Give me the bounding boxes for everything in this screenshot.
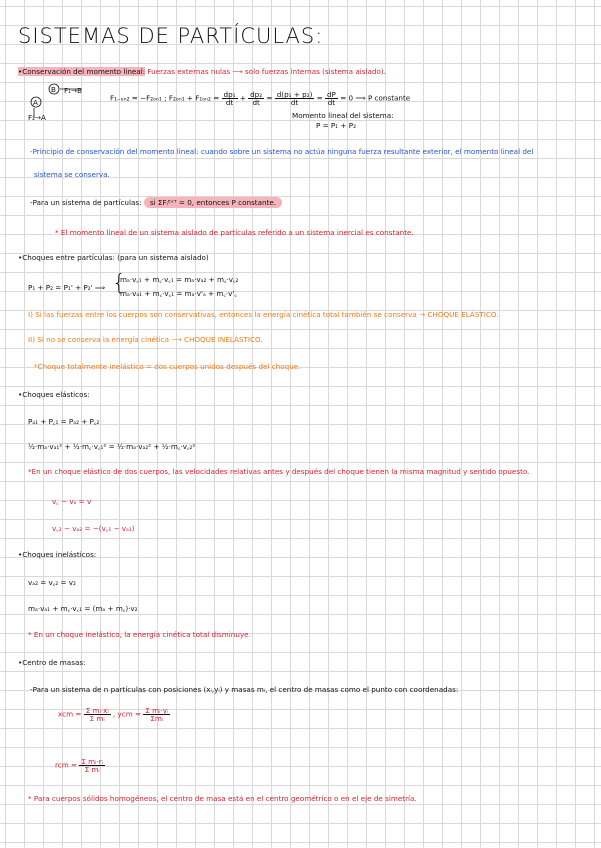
particles-condition bbox=[30, 198, 282, 207]
xcm-formula bbox=[58, 707, 170, 722]
momentum-label: Momento lineal del sistema: bbox=[292, 111, 394, 120]
label-b: B bbox=[51, 85, 56, 94]
momentum-eq: P = P₁ + P₂ bbox=[316, 121, 356, 130]
case-ii: II) Si no se conserva la energía cinética ⟶ CHOQUE INELÁSTICO. bbox=[28, 335, 263, 344]
center-mass-heading: •Centro de masas: bbox=[18, 658, 86, 667]
principle-text-2: sistema se conserva. bbox=[34, 170, 110, 179]
brace-icon: { bbox=[112, 271, 126, 296]
page-title: SISTEMAS DE PARTÍCULAS: bbox=[18, 24, 324, 48]
collisions-heading: •Choques entre partículas: (para un sistema aislado) bbox=[18, 253, 209, 262]
case-i: I) Si las fuerzas entre los cuerpos son conservativas, entonces la energía cinética total también se conserva → CHOQUE ELÁSTICO. bbox=[28, 310, 499, 319]
frac-num: dp₁ bbox=[223, 90, 236, 99]
inelastic-energy-note: * En un choque inelástico, la energía cinética total disminuye. bbox=[28, 630, 251, 639]
isolated-note: * El momento lineal de un sistema aislado de partículas referido a un sistema inercial es constante. bbox=[55, 228, 414, 237]
force-b-on-a: F₂→A bbox=[28, 113, 46, 122]
conservation-heading: •Conservación del momento lineal: bbox=[18, 67, 146, 76]
inelastic-eq-1: vₐ₂ = v꜀₂ = v₂ bbox=[28, 578, 76, 587]
inelastic-heading: •Choques inelásticos: bbox=[18, 550, 97, 559]
ycm-den: Σmᵢ bbox=[150, 714, 164, 724]
rcm-den: Σ mᵢ bbox=[84, 765, 100, 775]
conservation-line bbox=[18, 67, 386, 76]
xcm-den: Σ mᵢ bbox=[89, 714, 105, 724]
elastic-note: *En un choque elástico de dos cuerpos, las velocidades relativas antes y después del choque tienen la misma magnitud y sentido opuesto. bbox=[28, 467, 530, 476]
collisions-eq-bottom: mₐ·vₐ₁ + m꜀·v꜀₁ = mₐ·v'ₐ + m꜀·v'꜀ bbox=[120, 289, 237, 298]
force-a-on-b: F₁→B bbox=[64, 86, 82, 95]
rcm-num: Σ mᵢ·rᵢ bbox=[81, 757, 103, 766]
elastic-eq-energy: ½·mₐ·vₐ₁² + ½·m꜀·v꜀₁² = ½·mₐ·vₐ₂² + ½·m꜀·v꜀₂² bbox=[28, 442, 196, 451]
newton-third-eq: F₁₋ₒₙ₂ = −F₂ₒₙ₁ ; F₂ₒₙ₁ + F₁ₒₙ₂ = $\frac{\text{dp₁}}{dt}$ + $\frac{\text{dp₂}}{dt}$ = $\frac{\text{d(p₁ + p₂)}}{dt}$ = $\frac{dP}{dt}$ = 0 ⟹ P constante bbox=[110, 90, 411, 108]
principle-text: -Principio de conservación del momento lineal: cuando sobre un sistema no actúa ninguna fuerza resultante exterior, el momento lineal del bbox=[30, 147, 534, 156]
xcm-num: Σ mᵢ·xᵢ bbox=[85, 706, 109, 715]
ycm-num: Σ mᵢ·yᵢ bbox=[145, 706, 169, 715]
relative-velocity-eq: v꜀ − vₐ = v bbox=[52, 497, 92, 506]
collisions-eq-top: mₐ·v꜀₁ + m꜀·v꜀₁ = mₐ·vₐ₂ + m꜀·v꜀₂ bbox=[120, 275, 239, 284]
inelastic-eq-2: mₐ·vₐ₁ + m꜀·v꜀₁ = (mₐ + m꜀)·v₂ bbox=[28, 604, 138, 613]
homogeneous-note: * Para cuerpos sólidos homogéneos, el centro de masa está en el centro geométrico o en el eje de simetría. bbox=[28, 794, 417, 803]
relative-velocity-eq-2: v꜀₂ − vₐ₂ = −(v꜀₁ − vₐ₁) bbox=[52, 524, 135, 533]
elastic-eq-momentum: Pₐ₁ + P꜀₁ = Pₐ₂ + P꜀₂ bbox=[28, 417, 100, 426]
rcm-formula bbox=[55, 758, 105, 773]
frac-num: dP bbox=[326, 90, 336, 99]
elastic-heading: •Choques elásticos: bbox=[18, 390, 90, 399]
collisions-eq-left: P₁ + P₂ = P₁' + P₂' ⟹ bbox=[28, 283, 106, 292]
frac-num: dp₂ bbox=[250, 90, 263, 99]
frac-den: dt bbox=[290, 98, 299, 108]
frac-den: dt bbox=[225, 98, 234, 108]
condition-prefix: -Para un sistema de partículas: bbox=[30, 198, 142, 207]
inelastic-note: *Choque totalmente inelástico = dos cuerpos unidos después del choque. bbox=[34, 362, 301, 371]
frac-den: dt bbox=[252, 98, 260, 108]
eq-tail: = 0 ⟹ P constante bbox=[340, 93, 411, 103]
condition-highlight: si ΣFᵢᴱˣᵀ = 0, entonces P constante. bbox=[144, 197, 282, 208]
frac-den: dt bbox=[327, 98, 336, 108]
conservation-text: Fuerzas externas nulas ⟶ solo fuerzas internas (sistema aislado). bbox=[145, 67, 386, 76]
ycm-label: , ycm = bbox=[112, 709, 142, 719]
center-mass-text: -Para un sistema de n partículas con posiciones (xᵢ,yᵢ) y masas mᵢ, el centro de masas como el punto con coordenadas: bbox=[30, 685, 459, 694]
label-a: A bbox=[33, 98, 38, 107]
frac-num: d(p₁ + p₂) bbox=[276, 90, 313, 99]
rcm-label: rcm = bbox=[55, 760, 78, 770]
eq-forces: F₁₋ₒₙ₂ = −F₂ₒₙ₁ ; F₂ₒₙ₁ + F₁ₒₙ₂ = bbox=[110, 93, 222, 103]
xcm-label: xcm = bbox=[58, 709, 82, 719]
